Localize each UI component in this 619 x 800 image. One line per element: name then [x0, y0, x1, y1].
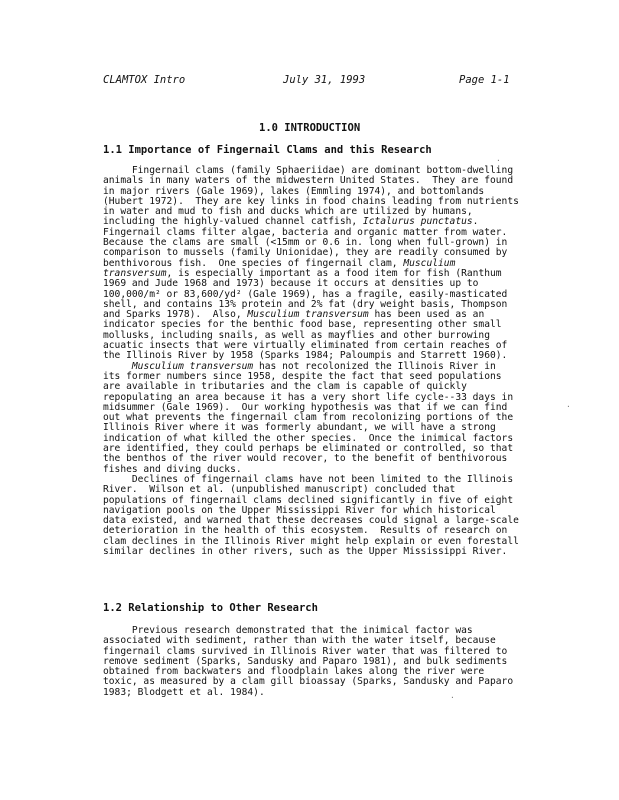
body-text-line: toxic, as measured by a clam gill bioassay (Sparks, Sandusky and Paparo	[103, 676, 514, 688]
body-text-line: populations of fingernail clams declined significantly in five of eight	[103, 494, 514, 506]
body-text-line: 1983; Blodgett et al. 1984).	[103, 686, 265, 698]
body-text-line: fishes and diving ducks.	[103, 463, 242, 475]
body-text-line: Declines of fingernail clams have not been limited to the Illinois	[103, 473, 514, 485]
body-text-line: clam declines in the Illinois River might help explain or even forestall	[103, 535, 519, 547]
body-text-line: midsummer (Gale 1969). Our working hypothesis was that if we can find	[103, 401, 508, 413]
body-text-line: Because the clams are small (<15mm or 0.6 in. long when full-grown) in	[103, 237, 508, 249]
body-text-line: Fingernail clams (family Sphaeriidae) are dominant bottom-dwelling	[103, 165, 514, 176]
section-body-1-1	[103, 165, 519, 557]
body-text-line: Musculium transversum has not recolonized the Illinois River in	[131, 360, 496, 372]
body-text-line: Illinois River where it was formerly abundant, we will have a strong	[103, 422, 496, 434]
body-text-line: navigation pools on the Upper Mississippi River for which historical	[103, 504, 496, 516]
body-text-line: animals in many waters of the midwestern United States. They are found	[103, 175, 514, 187]
body-text-line: out what prevents the fingernail clam from recolonizing portions of the	[103, 412, 514, 424]
scan-speck: ·	[496, 156, 501, 165]
section-heading-1-2: 1.2 Relationship to Other Research	[103, 602, 318, 614]
body-text-line: in major rivers (Gale 1969), lakes (Emmling 1974), and bottomlands	[103, 185, 485, 197]
body-text-line: in water and mud to fish and ducks which are utilized by humans,	[103, 206, 473, 218]
body-text-line: obtained from backwaters and floodplain lakes along the river were	[103, 666, 485, 678]
body-text-line: similar declines in other rivers, such as the Upper Mississippi River.	[103, 545, 508, 557]
body-text-line: River. Wilson et al. (unpublished manuscript) concluded that	[103, 484, 456, 496]
body-text-line: deterioration in the health of this ecosystem. Results of research on	[103, 525, 508, 537]
body-text-line: the benthos of the river would recover, to the benefit of benthivorous	[103, 453, 508, 465]
scan-speck: ·	[450, 693, 455, 702]
body-text-line: are identified, they could perhaps be eliminated or controlled, so that	[103, 443, 514, 455]
scan-speck: ·	[566, 402, 571, 411]
body-text-line: 100,000/m² or 83,600/yd² (Gale 1969), has a fragile, easily-masticated	[103, 288, 508, 300]
body-text-line: Previous research demonstrated that the inimical factor was	[103, 625, 473, 636]
body-text-line: including the highly-valued channel catfish, Ictalurus punctatus.	[103, 216, 479, 228]
body-text-line: repopulating an area because it has a very short life cycle--33 days in	[103, 391, 514, 403]
body-text-line: its former numbers since 1958, despite the fact that seed populations	[103, 370, 502, 382]
body-text-line: comparison to mussels (family Unionidae), they are readily consumed by	[103, 247, 508, 259]
body-text-line: mollusks, including snails, as well as mayflies and other burrowing	[103, 329, 490, 341]
body-text-line: indication of what killed the other species. Once the inimical factors	[103, 432, 514, 444]
section-heading-1-1: 1.1 Importance of Fingernail Clams and this Research	[103, 144, 432, 156]
body-text-line: 1969 and Jude 1968 and 1973) because it occurs at densities up to	[103, 278, 479, 290]
body-text-line: indicator species for the benthic food base, representing other small	[103, 319, 502, 331]
body-text-line: are available in tributaries and the clam is capable of quickly	[103, 381, 467, 393]
body-text-line: acuatic insects that were virtually eliminated from certain reaches of	[103, 340, 508, 352]
running-header-page: Page 1-1	[459, 74, 510, 86]
body-text-line: the Illinois River by 1958 (Sparks 1984; Paloumpis and Starrett 1960).	[103, 350, 508, 362]
section-body-1-2	[103, 626, 515, 698]
running-header-date: July 31, 1993	[283, 74, 366, 86]
body-text-line: shell, and contains 13% protein and 2% fat (dry weight basis, Thompson	[103, 298, 508, 310]
body-text-line: remove sediment (Sparks, Sandusky and Paparo 1981), and bulk sediments	[103, 655, 508, 667]
body-text-line: fingernail clams survived in Illinois River water that was filtered to	[103, 645, 508, 657]
body-text-line: associated with sediment, rather than with the water itself, because	[103, 635, 496, 647]
running-header-title: CLAMTOX Intro	[103, 74, 186, 86]
body-text-line: Fingernail clams filter algae, bacteria and organic matter from water.	[103, 226, 508, 238]
chapter-title: 1.0 INTRODUCTION	[259, 122, 361, 134]
body-text-line: transversum, is especially important as a food item for fish (Ranthum	[103, 267, 502, 279]
body-text-line: benthivorous fish. One species of fingernail clam, Musculium	[103, 257, 456, 269]
body-text-line: data existed, and warned that these decreases could signal a large-scale	[103, 515, 519, 527]
body-text-line: (Hubert 1972). They are key links in food chains leading from nutrients	[103, 195, 519, 207]
body-text-line: and Sparks 1978). Also, Musculium transversum has been used as an	[103, 309, 485, 321]
